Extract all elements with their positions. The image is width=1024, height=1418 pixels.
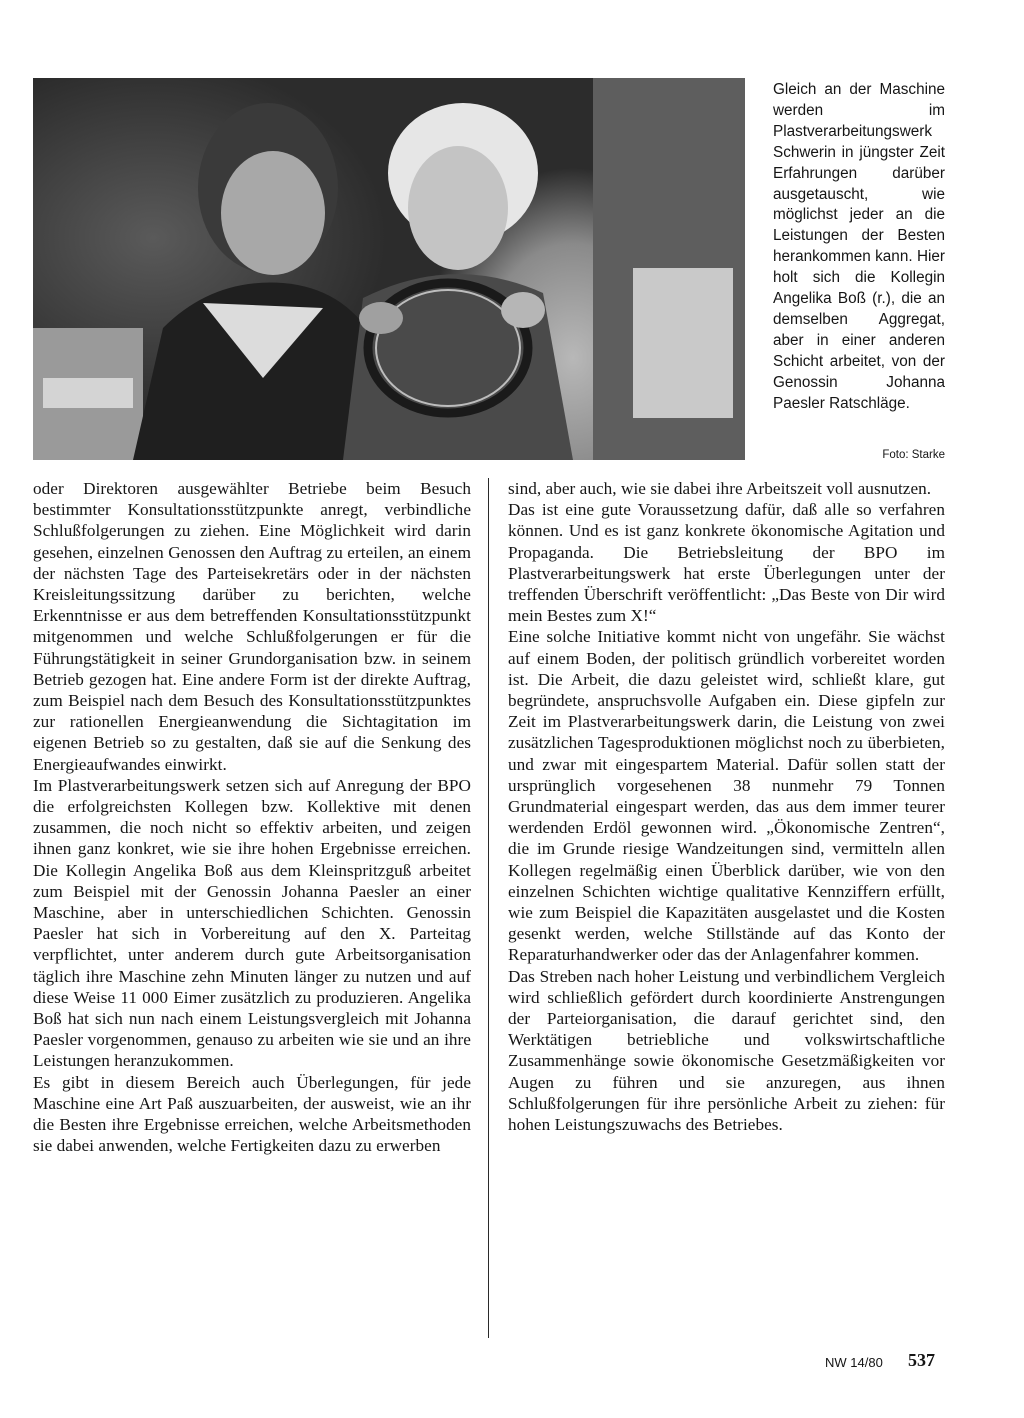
- article-column-left: [33, 478, 471, 1157]
- paragraph: Eine solche Initiative kommt nicht von ungefähr. Sie wächst auf einem Boden, der politisch gründlich vorbereitet worden ist. Die Arbeit, die dazu geleistet wird, schließt klare, gut begründete, anspruchsvolle Aufgaben ein. Diese gipfeln zur Zeit im Plastverarbeitungswerk darin, die Leistung von zwei zusätzlichen Tagesproduktionen möglichst noch zu überbieten, und zwar mit eingespartem Material. Dafür sollen statt der ursprünglich vorgesehenen 38 nunmehr 79 Tonnen Grundmaterial eingespart werden, das aus dem immer teurer werdenden Erdöl gewonnen wird. „Ökonomische Zentren“, die im Grunde riesige Wandzeitungen sind, vermitteln allen Kollegen regelmäßig einen Überblick darüber, wie von den einzelnen Schichten wichtige qualitative Kennziffern erfüllt, wie zum Beispiel die Kapazitäten ausgelastet und die Kosten gesenkt werden, welche Stillstände auf das Konto der Reparaturhandwerker oder das der Anlagenfahrer kommen.: [508, 627, 945, 965]
- machine-panel: [633, 268, 733, 418]
- left-woman-face: [221, 151, 325, 275]
- left-hand: [359, 302, 403, 334]
- right-hand: [501, 292, 545, 328]
- column-divider: [488, 478, 489, 1338]
- photo-caption: Gleich an der Maschine werden im Plastverarbeitungswerk Schwerin in jüngster Zeit Erfahrungen darüber ausgetauscht, wie möglichst jeder an die Leistungen der Besten herankommen kann. Hier holt sich die Kollegin Angelika Boß (r.), die an demselben Aggregat, aber in einer anderen Schicht arbeitet, von der Genossin Johanna Paesler Ratschläge.: [773, 81, 945, 412]
- paragraph: Das ist eine gute Voraussetzung dafür, daß alle so verfahren können. Und es ist ganz konkrete ökonomische Agitation und Propaganda. Die Betriebsleitung der BPO im Plastverarbeitungswerk hat erste Überlegungen unter der treffenden Überschrift veröffentlicht: „Das Beste von Dir wird mein Bestes zum X!“: [508, 500, 945, 626]
- paragraph: Im Plastverarbeitungswerk setzen sich auf Anregung der BPO die erfolgreichsten Kollegen bzw. Kollektive mit denen zusammen, die noch nicht so effektiv arbeiten, und zeigen ihnen ganz konkret, wie sie ihre hohen Ergebnisse erreichen. Die Kollegin Angelika Boß aus dem Kleinspritzguß arbeitet zum Beispiel mit der Genossin Johanna Paesler an einer Maschine, aber in unterschiedlichen Schichten. Genossin Paesler hat sich in Vorbereitung auf den X. Parteitag verpflichtet, unter anderem durch gute Arbeitsorganisation täglich ihre Maschine zehn Minuten länger zu nutzen und auf diese Weise 11 000 Eimer zusätzlich zu produzieren. Angelika Boß hat sich nun nach einem Leistungsvergleich mit Johanna Paesler vorgenommen, genauso zu arbeiten wie sie und an ihre Leistungen heranzukommen.: [33, 775, 471, 1071]
- paragraph: Es gibt in diesem Bereich auch Überlegungen, für jede Maschine eine Art Paß auszuarbeiten, der ausweist, wie an ihr die Besten ihre Ergebnisse erreichen, welche Arbeitsmethoden sie dabei anwenden, welche Fertigkeiten dazu zu erwerben: [33, 1072, 471, 1156]
- photo-credit: Foto: Starke: [882, 449, 945, 461]
- page-number: 537: [908, 1350, 935, 1370]
- paragraph: oder Direktoren ausgewählter Betriebe beim Besuch bestimmter Konsultationsstützpunkte anregt, verbindliche Schlußfolgerungen zu ziehen. Eine Möglichkeit wird darin gesehen, einzelnen Genossen den Auftrag zu erteilen, an einem der nächsten Tage des Parteisekretärs oder in der nächsten Kreisleitungssitzung darüber zu berichten, welche Erkenntnisse er aus dem betreffenden Konsultationsstützpunkt mitgenommen und welche Schlußfolgerungen er für die Führungstätigkeit in seiner Grundorganisation bzw. in seinem Betrieb gezogen hat. Eine andere Form ist der direkte Auftrag, zum Beispiel nach dem Besuch des Konsultationsstützpunktes zur rationellen Energieanwendung die Sichtagitation im eigenen Betrieb so zu gestalten, daß sie auf die Senkung des Energieaufwandes einwirkt.: [33, 479, 471, 774]
- issue-label: NW 14/80: [825, 1355, 883, 1370]
- bucket-rim: [43, 378, 133, 408]
- paragraph: sind, aber auch, wie sie dabei ihre Arbeitszeit voll ausnutzen.: [508, 479, 932, 498]
- article-column-right: [508, 478, 945, 1135]
- photo-two-women-at-machine: [33, 78, 745, 460]
- right-woman-face: [408, 146, 508, 270]
- paragraph: Das Streben nach hoher Leistung und verbindlichem Vergleich wird schließlich gefördert durch koordinierte Anstrengungen der Parteiorganisation, die darauf gerichtet sind, den Werktätigen betriebliche und volkswirtschaftliche Zusammenhänge sowie ökonomische Gesetzmäßigkeiten vor Augen zu führen und sie anzuregen, aus ihnen Schlußfolgerungen für ihre persönliche Arbeit zu ziehen: für hohen Leistungszuwachs des Betriebes.: [508, 966, 945, 1135]
- photo-illustration: [33, 78, 745, 460]
